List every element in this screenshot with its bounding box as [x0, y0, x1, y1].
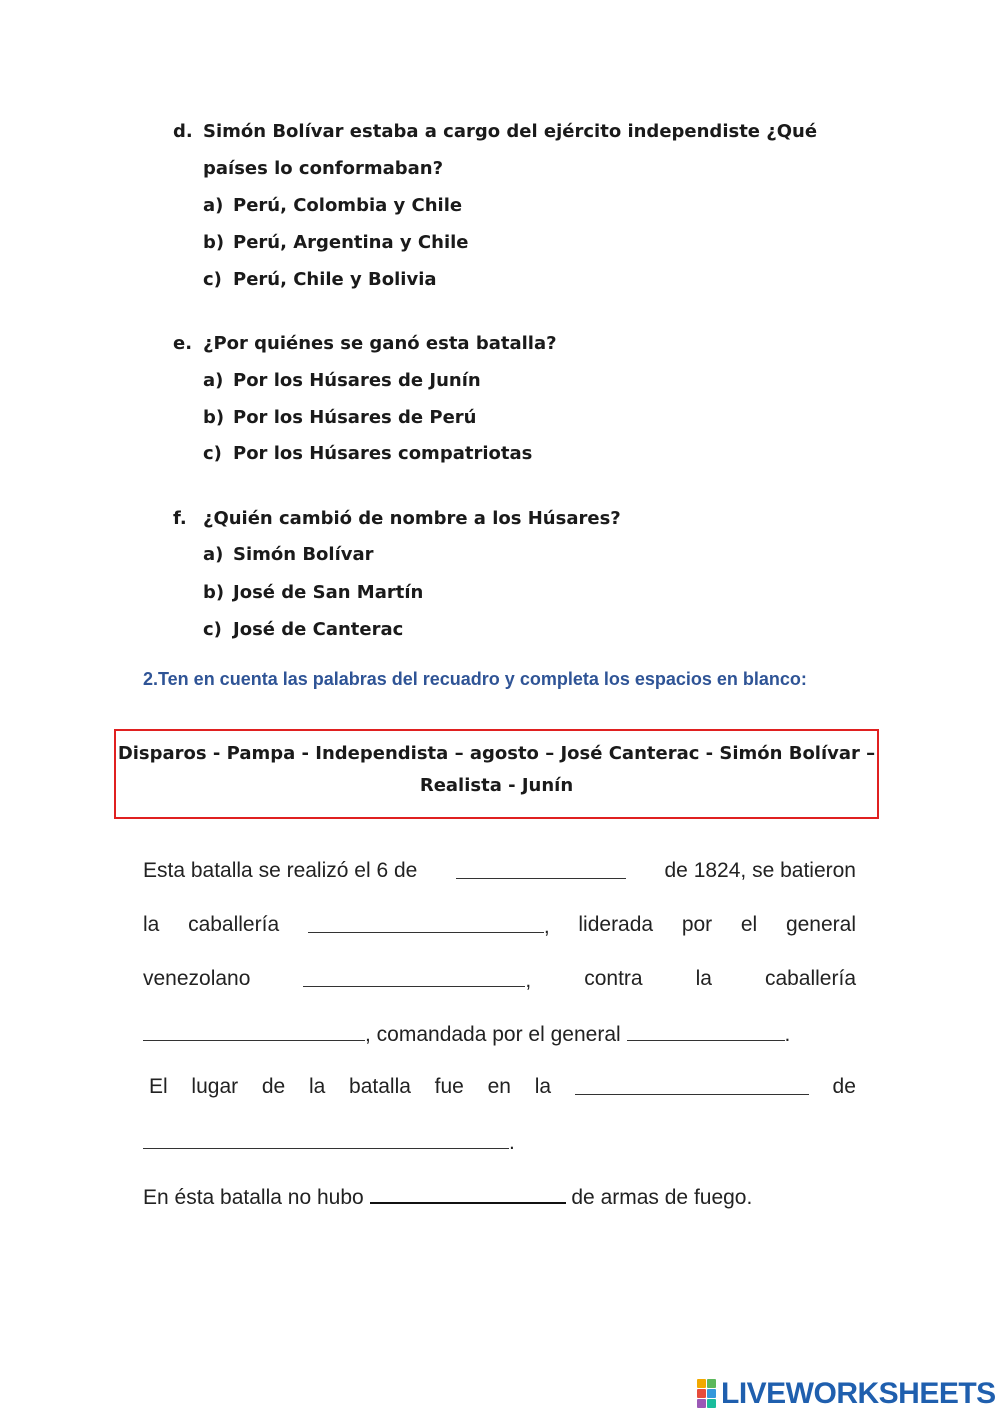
- word-bank-line2: Realista - Junín: [419, 775, 574, 796]
- question-text-line1: Simón Bolívar estaba a cargo del ejército independiste ¿Qué: [203, 121, 818, 142]
- option-f-b[interactable]: [203, 574, 423, 611]
- question-text-line2: países lo conformaban?: [203, 158, 444, 179]
- text-segment: contra: [584, 967, 643, 990]
- option-d-b[interactable]: [203, 224, 469, 261]
- paragraph-line-6: [143, 1126, 856, 1158]
- liveworksheets-logo: [697, 1378, 996, 1410]
- text-segment: de 1824, se batieron: [664, 859, 856, 882]
- text-segment: la: [534, 1075, 552, 1098]
- paragraph-line-2: [143, 910, 856, 942]
- option-e-a[interactable]: [203, 362, 481, 399]
- text-segment: batalla: [349, 1075, 411, 1098]
- text-segment: la: [695, 967, 712, 990]
- blank-input-general[interactable]: [303, 964, 525, 987]
- question-letter: e.: [173, 333, 193, 354]
- option-text: Por los Húsares compatriotas: [233, 443, 533, 464]
- option-text: Perú, Argentina y Chile: [233, 232, 469, 253]
- option-label: b): [203, 407, 225, 428]
- word-bank-box: [114, 729, 879, 819]
- text-segment: El: [149, 1075, 168, 1098]
- word-bank-line1: Disparos - Pampa - Independista – agosto – José Canterac - Simón Bolívar –: [117, 743, 876, 764]
- text-segment: liderada: [578, 913, 654, 936]
- text-segment: En ésta batalla no hubo: [143, 1186, 364, 1209]
- option-label: c): [203, 443, 222, 464]
- blank-input-place[interactable]: [575, 1072, 809, 1095]
- option-label: b): [203, 232, 225, 253]
- liveworksheets-logo-icon: [697, 1379, 717, 1409]
- option-label: a): [203, 544, 224, 565]
- option-text: Por los Húsares de Perú: [233, 407, 477, 428]
- blank-input-cavalry-side[interactable]: [308, 910, 544, 933]
- paragraph-line-5: [149, 1072, 856, 1102]
- text-segment: por: [681, 913, 713, 936]
- option-e-b[interactable]: [203, 399, 476, 436]
- option-text: José de Canterac: [233, 619, 404, 640]
- text-segment: el: [740, 913, 758, 936]
- option-label: c): [203, 269, 222, 290]
- text-segment: venezolano: [143, 967, 251, 990]
- option-text: Perú, Chile y Bolivia: [233, 269, 437, 290]
- option-text: José de San Martín: [233, 582, 424, 603]
- blank-input-location[interactable]: [143, 1126, 509, 1149]
- question-text-line1: ¿Quién cambió de nombre a los Húsares?: [203, 508, 621, 529]
- blank-input-month[interactable]: [456, 856, 626, 879]
- paragraph-line-3: [143, 964, 856, 996]
- question-letter: f.: [173, 508, 187, 529]
- option-text: Por los Húsares de Junín: [233, 370, 481, 391]
- paragraph-line-1: [143, 856, 856, 886]
- text-segment: caballería: [188, 913, 280, 936]
- liveworksheets-brand-text: LIVEWORKSHEETS: [721, 1377, 996, 1410]
- text-segment: de: [832, 1075, 856, 1098]
- option-label: a): [203, 195, 224, 216]
- text-segment: de armas de fuego.: [571, 1186, 753, 1209]
- option-e-c[interactable]: [203, 435, 532, 472]
- text-segment: en: [487, 1075, 511, 1098]
- text-segment: de: [261, 1075, 286, 1098]
- question-text-line1: ¿Por quiénes se ganó esta batalla?: [203, 333, 557, 354]
- option-d-c[interactable]: [203, 261, 437, 298]
- text-segment: lugar: [191, 1075, 239, 1098]
- text-segment: , comandada por el general: [365, 1023, 621, 1046]
- text-segment: la: [308, 1075, 326, 1098]
- blank-input-shots[interactable]: [370, 1180, 566, 1204]
- text-segment: fue: [434, 1075, 464, 1098]
- text-segment: general: [785, 913, 856, 936]
- question-letter: d.: [173, 121, 193, 142]
- blank-input-opposing-cavalry[interactable]: [143, 1018, 365, 1041]
- option-label: a): [203, 370, 224, 391]
- paragraph-line-7: [143, 1180, 856, 1213]
- option-text: Simón Bolívar: [233, 544, 374, 565]
- text-segment: la: [143, 913, 160, 936]
- text-segment: .: [509, 1131, 515, 1154]
- blank-input-commander[interactable]: [627, 1018, 785, 1041]
- option-label: c): [203, 619, 222, 640]
- text-segment: ,: [525, 969, 532, 992]
- option-d-a[interactable]: [203, 187, 462, 224]
- text-segment: caballería: [764, 967, 856, 990]
- section-2-title: 2.Ten en cuenta las palabras del recuadro y completa los espacios en blanco:: [143, 669, 807, 689]
- text-segment: ,: [543, 915, 550, 938]
- option-f-c[interactable]: [203, 611, 403, 648]
- paragraph-line-4: [143, 1018, 856, 1050]
- option-text: Perú, Colombia y Chile: [233, 195, 463, 216]
- text-segment: Esta batalla se realizó el 6 de: [143, 859, 418, 882]
- option-f-a[interactable]: [203, 536, 374, 573]
- option-label: b): [203, 582, 225, 603]
- text-segment: .: [784, 1023, 791, 1046]
